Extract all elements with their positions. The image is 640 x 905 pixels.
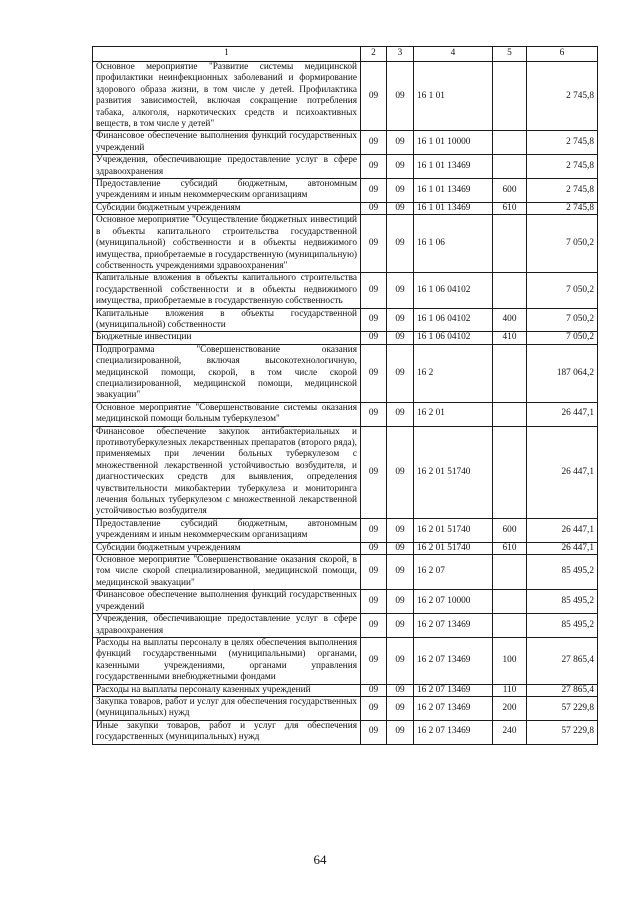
row-expense-type-cell: [493, 402, 527, 426]
row-code-cell: 16 2 01 51740: [414, 542, 493, 554]
row-expense-type-cell: [493, 590, 527, 614]
row-section-cell: 09: [361, 332, 387, 344]
table-row: [93, 215, 598, 273]
table-row: [93, 131, 598, 155]
row-code-cell: 16 1 06 04102: [414, 273, 493, 308]
table-row: [93, 344, 598, 402]
row-name-cell: Подпрограмма "Совершенствование оказания специализированной, включая высокотехнологичную, медицинской помощи, скорой, в том числе скорой специализированной, медицинской помощи, медицинской эвакуации": [93, 344, 361, 402]
row-subsection-cell: 09: [387, 202, 414, 214]
row-code-cell: 16 2 07 13469: [414, 684, 493, 696]
row-expense-type-cell: [493, 273, 527, 308]
row-code-cell: 16 1 01 13469: [414, 202, 493, 214]
row-code-cell: 16 2 07 13469: [414, 720, 493, 744]
row-subsection-cell: 09: [387, 590, 414, 614]
row-amount-cell: 7 050,2: [527, 308, 598, 332]
row-expense-type-cell: 240: [493, 720, 527, 744]
row-amount-cell: 26 447,1: [527, 518, 598, 542]
row-amount-cell: 57 229,8: [527, 720, 598, 744]
row-amount-cell: 7 050,2: [527, 273, 598, 308]
row-name-cell: Бюджетные инвестиции: [93, 332, 361, 344]
table-row: [93, 273, 598, 308]
row-amount-cell: 85 495,2: [527, 590, 598, 614]
row-expense-type-cell: [493, 62, 527, 131]
row-subsection-cell: 09: [387, 696, 414, 720]
row-name-cell: Субсидии бюджетным учреждениям: [93, 202, 361, 214]
row-subsection-cell: 09: [387, 179, 414, 203]
table-row: [93, 426, 598, 518]
row-expense-type-cell: 100: [493, 637, 527, 684]
column-header-expense-type: 5: [493, 47, 527, 62]
row-code-cell: 16 2 07 10000: [414, 590, 493, 614]
row-section-cell: 09: [361, 344, 387, 402]
row-name-cell: Предоставление субсидий бюджетным, автономным учреждениям и иным некоммерческим организациям: [93, 179, 361, 203]
row-section-cell: 09: [361, 696, 387, 720]
row-section-cell: 09: [361, 518, 387, 542]
row-subsection-cell: 09: [387, 332, 414, 344]
row-code-cell: 16 2 01 51740: [414, 518, 493, 542]
row-section-cell: 09: [361, 179, 387, 203]
row-amount-cell: 7 050,2: [527, 332, 598, 344]
row-section-cell: 09: [361, 273, 387, 308]
row-code-cell: 16 1 06 04102: [414, 308, 493, 332]
row-amount-cell: 26 447,1: [527, 542, 598, 554]
table-row: [93, 590, 598, 614]
table-row: [93, 720, 598, 744]
row-code-cell: 16 1 01 10000: [414, 131, 493, 155]
table-row: [93, 179, 598, 203]
row-expense-type-cell: 410: [493, 332, 527, 344]
row-name-cell: Капитальные вложения в объекты государственной (муниципальной) собственности: [93, 308, 361, 332]
row-name-cell: Основное мероприятие "Развитие системы медицинской профилактики неинфекционных заболеваний и формирование здорового образа жизни, в том числе у детей. Профилактика развития зависимостей, включая сокращение потребления табака, алкоголя, наркотических средств и психоактивных веществ, в том числе у детей": [93, 62, 361, 131]
row-name-cell: Учреждения, обеспечивающие предоставление услуг в сфере здравоохранения: [93, 155, 361, 179]
row-name-cell: Предоставление субсидий бюджетным, автономным учреждениям и иным некоммерческим организациям: [93, 518, 361, 542]
table-row: [93, 155, 598, 179]
row-subsection-cell: 09: [387, 684, 414, 696]
column-header-amount: 6: [527, 47, 598, 62]
row-subsection-cell: 09: [387, 720, 414, 744]
row-name-cell: Капитальные вложения в объекты капитального строительства государственной собственности и в объекты недвижимого имущества, приобретаемые в государственную собственность: [93, 273, 361, 308]
column-header-subsection: 3: [387, 47, 414, 62]
row-expense-type-cell: 600: [493, 179, 527, 203]
table-row: [93, 542, 598, 554]
table-row: [93, 518, 598, 542]
row-subsection-cell: 09: [387, 637, 414, 684]
row-section-cell: 09: [361, 555, 387, 590]
row-expense-type-cell: 400: [493, 308, 527, 332]
row-amount-cell: 187 064,2: [527, 344, 598, 402]
table-row: [93, 637, 598, 684]
row-code-cell: 16 1 01 13469: [414, 179, 493, 203]
row-section-cell: 09: [361, 590, 387, 614]
row-subsection-cell: 09: [387, 155, 414, 179]
row-name-cell: Расходы на выплаты персоналу в целях обеспечения выполнения функций государственными (муниципальными) органами, казенными учреждениями, органами управления государственными внебюджетными фондами: [93, 637, 361, 684]
row-expense-type-cell: [493, 215, 527, 273]
row-subsection-cell: 09: [387, 518, 414, 542]
row-name-cell: Основное мероприятие "Совершенствование системы оказания медицинской помощи больным туберкулезом": [93, 402, 361, 426]
row-expense-type-cell: [493, 131, 527, 155]
row-expense-type-cell: 200: [493, 696, 527, 720]
row-subsection-cell: 09: [387, 273, 414, 308]
row-section-cell: 09: [361, 308, 387, 332]
row-subsection-cell: 09: [387, 344, 414, 402]
row-code-cell: 16 1 06: [414, 215, 493, 273]
row-subsection-cell: 09: [387, 131, 414, 155]
row-subsection-cell: 09: [387, 555, 414, 590]
row-amount-cell: 2 745,8: [527, 131, 598, 155]
row-amount-cell: 2 745,8: [527, 179, 598, 203]
column-header-target-code: 4: [414, 47, 493, 62]
row-code-cell: 16 2 07 13469: [414, 637, 493, 684]
row-amount-cell: 7 050,2: [527, 215, 598, 273]
row-code-cell: 16 2 01: [414, 402, 493, 426]
row-name-cell: Учреждения, обеспечивающие предоставление услуг в сфере здравоохранения: [93, 614, 361, 638]
table-row: [93, 332, 598, 344]
table-row: [93, 614, 598, 638]
column-header-section: 2: [361, 47, 387, 62]
row-subsection-cell: 09: [387, 542, 414, 554]
row-subsection-cell: 09: [387, 215, 414, 273]
row-code-cell: 16 2: [414, 344, 493, 402]
row-amount-cell: 26 447,1: [527, 426, 598, 518]
row-name-cell: Финансовое обеспечение выполнения функций государственных учреждений: [93, 131, 361, 155]
row-amount-cell: 27 865,4: [527, 637, 598, 684]
table-row: [93, 696, 598, 720]
row-code-cell: 16 2 07: [414, 555, 493, 590]
row-name-cell: Субсидии бюджетным учреждениям: [93, 542, 361, 554]
row-subsection-cell: 09: [387, 62, 414, 131]
row-section-cell: 09: [361, 637, 387, 684]
row-section-cell: 09: [361, 155, 387, 179]
row-code-cell: 16 1 01: [414, 62, 493, 131]
row-name-cell: Расходы на выплаты персоналу казенных учреждений: [93, 684, 361, 696]
row-expense-type-cell: [493, 426, 527, 518]
row-code-cell: 16 2 07 13469: [414, 696, 493, 720]
row-section-cell: 09: [361, 62, 387, 131]
table-row: [93, 62, 598, 131]
row-expense-type-cell: [493, 614, 527, 638]
budget-table: [92, 46, 598, 745]
row-section-cell: 09: [361, 402, 387, 426]
row-subsection-cell: 09: [387, 402, 414, 426]
row-amount-cell: 2 745,8: [527, 155, 598, 179]
row-section-cell: 09: [361, 614, 387, 638]
row-name-cell: Финансовое обеспечение выполнения функций государственных учреждений: [93, 590, 361, 614]
row-amount-cell: 85 495,2: [527, 614, 598, 638]
row-expense-type-cell: [493, 155, 527, 179]
row-amount-cell: 26 447,1: [527, 402, 598, 426]
row-section-cell: 09: [361, 215, 387, 273]
table-row: [93, 684, 598, 696]
row-expense-type-cell: 600: [493, 518, 527, 542]
row-amount-cell: 57 229,8: [527, 696, 598, 720]
row-amount-cell: 2 745,8: [527, 202, 598, 214]
row-code-cell: 16 1 01 13469: [414, 155, 493, 179]
table-row: [93, 202, 598, 214]
row-section-cell: 09: [361, 542, 387, 554]
row-code-cell: 16 2 01 51740: [414, 426, 493, 518]
row-section-cell: 09: [361, 202, 387, 214]
row-name-cell: Основное мероприятие "Совершенствование оказания скорой, в том числе скорой специализированной, медицинской помощи, медицинской эвакуации": [93, 555, 361, 590]
row-amount-cell: 2 745,8: [527, 62, 598, 131]
row-code-cell: 16 1 06 04102: [414, 332, 493, 344]
row-name-cell: Закупка товаров, работ и услуг для обеспечения государственных (муниципальных) нужд: [93, 696, 361, 720]
row-amount-cell: 27 865,4: [527, 684, 598, 696]
row-subsection-cell: 09: [387, 426, 414, 518]
table-row: [93, 555, 598, 590]
row-section-cell: 09: [361, 131, 387, 155]
row-expense-type-cell: [493, 555, 527, 590]
row-subsection-cell: 09: [387, 614, 414, 638]
row-expense-type-cell: 610: [493, 542, 527, 554]
row-section-cell: 09: [361, 426, 387, 518]
row-expense-type-cell: 610: [493, 202, 527, 214]
table-header-row: [93, 47, 598, 62]
row-section-cell: 09: [361, 684, 387, 696]
row-section-cell: 09: [361, 720, 387, 744]
row-expense-type-cell: 110: [493, 684, 527, 696]
row-code-cell: 16 2 07 13469: [414, 614, 493, 638]
column-header-name: 1: [93, 47, 361, 62]
row-name-cell: Основное мероприятие "Осуществление бюджетных инвестиций в объекты капитального строительства государственной (муниципальной) собственности и в объекты недвижимого имущества, приобретаемые в государственную (муниципальную) собственность учреждениями здравоохранения": [93, 215, 361, 273]
table-row: [93, 402, 598, 426]
row-name-cell: Финансовое обеспечение закупок антибактериальных и противотуберкулезных лекарственных препаратов (второго ряда), применяемых при лечении больных туберкулезом с множественной лекарственной устойчивостью возбудителя, и диагностических средств для выявления, определения чувствительности микобактерии туберкулеза и мониторинга лечения больных туберкулезом с множественной лекарственной устойчивостью возбудителя: [93, 426, 361, 518]
row-subsection-cell: 09: [387, 308, 414, 332]
page-number: 64: [313, 852, 327, 867]
row-amount-cell: 85 495,2: [527, 555, 598, 590]
row-name-cell: Иные закупки товаров, работ и услуг для обеспечения государственных (муниципальных) нужд: [93, 720, 361, 744]
row-expense-type-cell: [493, 344, 527, 402]
table-row: [93, 308, 598, 332]
